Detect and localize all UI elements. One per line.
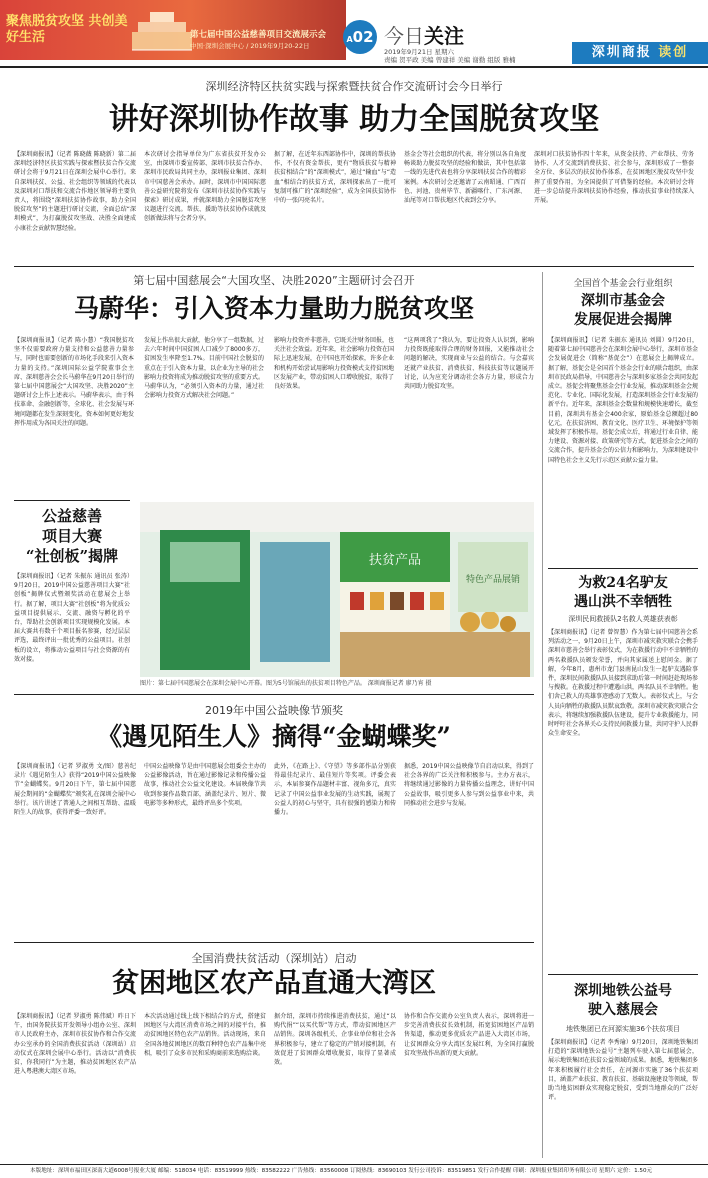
rescue-headline — [548, 574, 698, 612]
masthead-rule — [0, 66, 708, 68]
masthead-credits — [384, 48, 584, 64]
paper-brand — [572, 42, 708, 64]
foundation-column: 【深圳商报讯】（记者 朱振东 通讯员 刘圆）9月20日，随着第七届中国慈善会在深圳会展中心举行，深圳市基金会发展促进会（简称“基促会”）在慈展会上揭牌成立。据了解，基促会是全国首个基金会行业的联合组织，由深圳市民政局指导，中国慈善会与深圳多家基金会共同发起成立。基促会将聚焦基金会行业发展，推动深圳基金会规范化、专业化、国际化发展，打造深圳基金会行业发展的新平台。近年来，深圳基金会数量和规模快速增长，截至目前，深圳共有基金会400余家，原始基金总额超过80亿元，在扶贫济困、教育文化、医疗卫生、环境保护等领域发挥了积极作用。基促会成立后，将通过行业自律、能力建设、资源对接、政策研究等方式，促进基金会之间的交流合作，提升基金会的公信力和影响力，为深圳建设中国特色社会主义先行示范区贡献公益力量。 — [548, 337, 698, 464]
expo-booth-illustration — [140, 502, 534, 677]
section-prefix: 今日 — [384, 24, 424, 48]
charity-contest-headline — [14, 506, 130, 566]
foundation-kicker: 全国首个基金会行业组织 — [573, 279, 673, 289]
stall-label-text: 特色产品展销 — [465, 575, 521, 585]
lead-column-1: 【深圳商报讯】（记者 陈晓薇 陈晓新）第二届深圳经济特区扶贫实践与探索暨扶贫合作交流研讨会将于9月21日在深圳会展中心举行。来自深圳扶贫、公益、社会组织等领域的代表以及深圳对口帮扶和交流合作地区领导将主要负责人，将围绕“深圳扶贫协作故事，助力全国脱贫攻坚”的主题进行研讨交流，全面总结“深圳模式”，为打赢脱贫攻坚战、决胜全面建成小康社会贡献智慧经验。 — [14, 151, 136, 232]
film-column-3: 此外，《在路上》、《守望》等多部作品分别获得最佳纪录片、最佳短片等奖项。评委会表示，本届参赛作品题材丰富、视角多元，真实记录了中国公益事业发展的生动实践，展现了公益人的初心与坚守，具有很强的感染力和传播力。 — [274, 763, 396, 817]
banner-meeting — [190, 30, 340, 52]
lead-kicker: 深圳经济特区扶贫实践与探索暨扶贫合作交流研讨会今日举行 — [205, 80, 503, 93]
section-name: 关注 — [424, 24, 464, 48]
film-column-2: 中国公益映像节是由中国慈展会组委会主办的公益影像活动，旨在通过影像记录和传播公益故事，推动社会公益文化建设。本届映像节共收到参赛作品数百部，涵盖纪录片、短片、微电影等多种形式，最终评出多个奖项。 — [144, 763, 266, 807]
page-number: 02 — [352, 28, 374, 46]
metro-subhead: 地铁集团已在河源实施36个扶贫项目 — [566, 1025, 680, 1033]
metro-column: 【深圳商报讯】（记者 李秀瑜）9月20日，深圳地铁集团打造的“深圳地铁公益号”主题列车驶入第七届慈展会，展示地铁集团在扶贫公益领域的成果。据悉，地铁集团多年来积极履行社会责任，在河源市实施了36个扶贫项目，涵盖产业扶贫、教育扶贫、基础设施建设等领域，帮助当地贫困群众实现稳定脱贫，受到当地群众的广泛好评。 — [548, 1039, 698, 1102]
metro-headline — [548, 982, 698, 1020]
foundation-headline-line1: 深圳市基金会 — [581, 293, 665, 309]
lead-column-2: 本次研讨会指导单位为广东省扶贫开发办公室，由深圳市委宣传部、深圳市扶贫合作办、深圳市民政局共同主办，深圳报业集团、深圳市中国慈善会承办。届时，深圳市中国国际慈善公益研究院将发布《深圳市扶贫协作实践与探索》研讨成果，并就深圳助力全国脱贫攻坚议题进行交流。帮扶、援助等扶贫协作成就及创新做法将与会者分享。 — [144, 151, 266, 223]
rescue-column: 【深圳商报讯】（记者 曾智慧）作为第七届中国慈善会系列活动之一，9月20日上午，深圳市减灾救灾联合会携手深圳市慈善会举行表彰仪式，为在救援行动中不幸牺牲的两名救援队员颁发荣誉，并向其家属送上慰问金。据了解，今年8月，惠州市龙门县南昆山发生一起驴友遇险事件，深圳民间救援队队员接到求助后第一时间赶赴现场参与搜救。在救援过程中遭遇山洪，两名队员不幸牺牲。他们舍己救人的英雄事迹感动了无数人。表彰仪式上，与会人员向牺牲的救援队员默哀致敬。深圳市减灾救灾联合会表示，将继续加强救援队伍建设，提升专业救援能力，同时呼吁社会各界关心支持民间救援力量，共同守护人民群众生命安全。 — [548, 629, 698, 738]
page-number-badge — [343, 20, 377, 54]
story2-column-3: 影响力投资并非慈善，它既关注财务回报，也关注社会效益。近年来，社会影响力投资在国际上迅速发展，在中国也开始探索，许多企业和机构开始尝试用影响力投资模式支持贫困地区发展产业，带动贫困人口增收脱贫，取得了良好效果。 — [274, 337, 394, 391]
film-headline: 《遇见陌生人》摘得“金蝴蝶奖” — [97, 722, 451, 751]
editor-credits: 责编 贺平政 美编 曾建祥 美编 谢勤 组版 雅楠 — [384, 56, 516, 64]
divider — [14, 942, 534, 943]
story2-column-1: 【深圳商报讯】（记者 陈小慧）“我国脱贫攻坚不仅需要政府力量支持和公益慈善力量参与，同时也需要创新的市场化手段来引入资本力量的支持。”深圳国际公益学院董事会主席、深圳慈善会会长马蔚华在9月20日举行的第七届中国慈展会“大国攻坚、决胜2020”主题研讨会上作上述表示。马蔚华表示，由于科技革命、金融创新等，全球化、社会发展与环境问题都在发生深刻变化，资本如何更好地发挥作用成为各国关注的问题。 — [14, 337, 134, 427]
banner-meeting-venue: 中国·深圳会展中心 / 2019年9月20-22日 — [190, 42, 310, 50]
market-column-2: 本次活动通过线上线下相结合的方式，搭建贫困地区与大湾区消费市场之间的对接平台，推动贫困地区特色农产品销售。活动现场，来自全国各地贫困地区的数百种特色农产品集中亮相，吸引了众多市民和采购商前来选购洽谈。 — [144, 1013, 266, 1057]
market-column-3: 据介绍，深圳市持续推进消费扶贫，通过“以购代捐”“以买代帮”等方式，带动贫困地区产品销售。深圳各级机关、企事业单位和社会各界积极参与，建立了稳定的产销对接机制，有效促进了贫困群众增收脱贫，取得了显著成效。 — [274, 1013, 396, 1067]
column-divider — [542, 272, 543, 1158]
masthead — [0, 0, 708, 64]
metro-headline-line1: 深圳地铁公益号 — [574, 983, 672, 999]
page-footer: 本版地址：深圳市福田区深南大道6008号报业大厦 邮编：518034 电话：83519999 热线：83582222 广告热线：83560008 订阅热线：83690103 发行公司投诉：83519851 发行合作提醒 印刷：深圳报业集团印务有限公司 星期六 定价：1.50元 — [0, 1164, 708, 1178]
lead-column-3: 据了解，在近年东西部协作中，深圳的帮扶协作，不仅有资金帮扶，更有“物质扶贫与精神扶贫相结合”的“深圳模式”，通过“输血”与“造血”相结合的扶贫方式，深圳探索出了一批可复制可推广的“深圳经验”，成为全国扶贫协作中的一张闪亮名片。 — [274, 151, 396, 205]
market-column-1: 【深圳商报讯】（记者 罗淑勇 陈伟斌）昨日下午，由国务院扶贫开发领导小组办公室、深圳市人民政府主办，深圳市扶贫协作和合作交流办公室承办的全国消费扶贫活动（深圳站）启动仪式在深圳会展中心举行。活动以“消费扶贫，你我同行”为主题，推动贫困地区农产品进入粤港澳大湾区市场。 — [14, 1013, 136, 1076]
paper-tag: 读创 — [658, 45, 689, 60]
divider — [14, 266, 694, 267]
rescue-headline-line2: 遇山洪不幸牺牲 — [574, 594, 672, 610]
lead-column-4: 基金会等社会组织的代表，将分别以各自角度畅谈助力脱贫攻坚的经验和做法，其中包括第一线的先进代表也将分享深圳扶贫合作的精彩案例。本次研讨会还邀请了云南昭通、广西百色、河池、贵州毕节、新疆喀什、广东河源、汕尾等对口帮扶地区代表到会分享。 — [404, 151, 526, 205]
rescue-subhead: 深圳民间救援队2名救人英雄获表彰 — [568, 615, 678, 623]
charity-contest-column: 【深圳商报讯】（记者 朱振东 通讯员 张涛）9月20日，2019中国公益慈善项目大赛“社创板”揭牌仪式暨颁奖活动在慈展会上举行。据了解，项目大赛“社创板”将为优质公益项目提供展示、交流、融资与孵化的平台，帮助社会创新项目实现规模化发展。本届大赛共有数千个项目报名参赛，经过层层评选，最终评出一批优秀的公益项目。社创板的设立，将推动公益项目与社会资源的有效对接。 — [14, 573, 130, 663]
expo-photo — [140, 502, 534, 677]
divider — [14, 694, 534, 695]
charity-contest-headline-line2: 项目大赛 — [41, 527, 102, 545]
charity-contest-headline-line3: “社创板”揭牌 — [25, 547, 119, 565]
divider — [548, 974, 698, 975]
story2-headline: 马蔚华：引入资本力量助力脱贫攻坚 — [73, 294, 474, 323]
banner-slogan: 聚焦脱贫攻坚 共创美好生活 — [6, 14, 128, 45]
event-banner — [0, 0, 346, 60]
market-column-4: 协作和合作交流办公室负责人表示，深圳将进一步完善消费扶贫长效机制，拓宽贫困地区产品销售渠道，推动更多优质农产品进入大湾区市场，让贫困群众分享大湾区发展红利，为全国打赢脱贫攻坚战作出新的更大贡献。 — [404, 1013, 534, 1057]
metro-headline-line2: 驶入慈展会 — [588, 1002, 658, 1018]
exhibition-hall-icon — [128, 6, 198, 56]
film-column-1: 【深圳商报讯】（记者 罗淑勇 文/图）慈善纪录片《遇见陌生人》获得“2019中国公益映像节”金蝴蝶奖。9月20日下午，第七届中国慈展会期间的“金蝴蝶奖”颁奖礼在深圳会展中心举行。该片讲述了普通人之间相互帮助、温暖陌生人的故事，获得评委一致好评。 — [14, 763, 136, 817]
story2-column-4: “这两项我了”我认为，要让投资人认识到，影响力投资既能取得合理的财务回报，又能推动社会问题的解决，实现商业与公益的结合。与会嘉宾还就产业扶贫、消费扶贫、科技扶贫等议题展开讨论，认为应充分调动社会各方力量，形成合力共同助力脱贫攻坚。 — [404, 337, 534, 391]
film-column-4: 据悉，2019中国公益映像节自启动以来，得到了社会各界的广泛关注和积极参与。主办方表示，将继续通过影像的力量传播公益理念，讲好中国公益故事，吸引更多人参与到公益事业中来，共同推动社会进步与发展。 — [404, 763, 534, 807]
film-kicker: 2019年中国公益映像节颁奖 — [205, 704, 343, 717]
story2-column-2: 发展上作出很大贡献，他分享了一组数据，过去六年时间中国贫困人口减少了8000多万，贫困发生率降至1.7%。目前中国社会脱贫的重点在于引入资本力量，以企业为主导的社会影响力投资将成为推动脱贫攻坚的重要方式。马蔚华认为，“必须引入资本的力量，通过社会影响力投资方式解决社会问题。” — [144, 337, 264, 400]
issue-date: 2019年9月21日 星期六 — [384, 48, 455, 56]
photo-caption: 图片：第七届中国慈展会在深圳会展中心开幕。图为5号馆展出的扶贫项目特色产品。 深圳商报记者 廖乃宵 摄 — [140, 680, 432, 687]
rescue-headline-line1: 为救24名驴友 — [578, 575, 668, 591]
stall-sign-text: 扶贫产品 — [368, 553, 422, 568]
foundation-headline-line2: 发展促进会揭牌 — [574, 312, 672, 328]
lead-headline: 讲好深圳协作故事 助力全国脱贫攻坚 — [108, 102, 600, 137]
page-prefix: A — [346, 35, 353, 44]
paper-name: 深圳商报 — [591, 45, 652, 60]
story2-kicker: 第七届中国慈展会“大国攻坚、决胜2020”主题研讨会召开 — [133, 274, 415, 287]
foundation-headline — [548, 292, 698, 330]
divider — [14, 500, 130, 501]
charity-contest-headline-line1: 公益慈善 — [41, 507, 102, 525]
lead-column-5: 深圳对口扶贫协作四十年来，从资金扶持、产业帮扶、劳务协作、人才交流到消费扶贫、社会参与，深圳形成了一整套全方位、多层次的扶贫协作体系，在贫困地区脱贫攻坚中发挥了重要作用，为全国提供了可借鉴的经验。本次研讨会将进一步总结提升深圳扶贫协作经验，推动扶贫事业持续深入开展。 — [534, 151, 694, 205]
banner-meeting-title: 第七届中国公益慈善项目交流展示会 — [190, 30, 327, 40]
market-kicker: 全国消费扶贫活动（深圳站）启动 — [191, 952, 357, 965]
divider — [548, 568, 698, 569]
section-title — [384, 20, 464, 49]
market-headline: 贫困地区农产品直通大湾区 — [112, 968, 436, 999]
